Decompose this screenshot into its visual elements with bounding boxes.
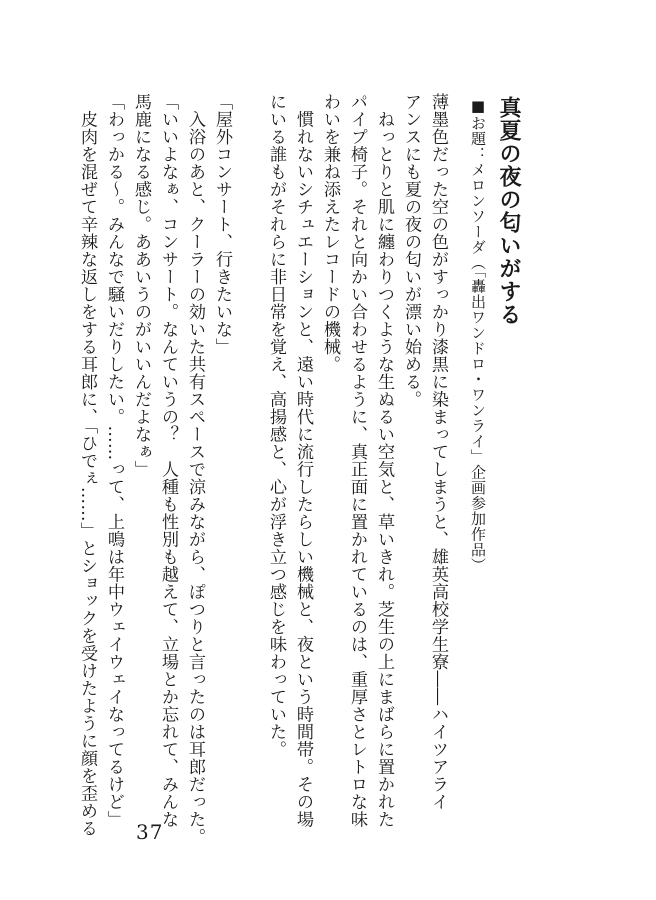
body-line-7: にいる誰もがそれらに非日常を覚え、高揚感と、心が浮き立つ感じを味わっていた。: [266, 93, 286, 758]
body-line-2: アンスにも夏の夜の匂いが漂い始める。: [401, 93, 421, 408]
chapter-subtitle: ■お題：メロンソーダ（「轟出ワンドロ・ワンライ」企画参加作品）: [469, 97, 487, 573]
body-line-6: 慣れないシチュエーションと、遠い時代に流行したらしい機械と、夜という時間帯。その場: [293, 93, 313, 828]
body-line-5: わいを兼ね添えたレコードの機械。: [320, 93, 340, 373]
body-line-12: 馬鹿になる感じ。ああいうのがいいんだよなぁ」: [131, 93, 151, 478]
body-line-13: 「わっかる〜。みんなで騒いだりしたい。……って、上鳴は年中ウェイウェイなってるけど」: [104, 93, 124, 828]
body-line-9: 「屋外コンサート、行きたいな」: [212, 93, 232, 356]
body-line-1: 薄墨色だった空の色がすっかり漆黒に染まってしまうと、雄英高校学生寮――ハイツアライ: [428, 93, 448, 811]
body-line-4: パイプ椅子。それと向かい合わせるように、真正面に置かれているのは、重厚さとレトロな味: [347, 93, 367, 828]
body-line-11: 「いいよなぁ、コンサート。なんていうの？ 人種も性別も越えて、立場とか忘れて、みんな: [158, 93, 178, 828]
chapter-title: 真夏の夜の匂いがする: [496, 96, 522, 326]
page-number: 37: [136, 820, 164, 844]
body-line-14: 皮肉を混ぜて辛辣な返しをする耳郎に、「ひでぇ……」とショックを受けたように顔を歪める: [77, 93, 97, 837]
body-line-10: 入浴のあと、クーラーの効いた共有スペースで涼みながら、ぽつりと言ったのは耳郎だった。: [185, 93, 205, 846]
body-line-3: ねっとりと肌に纏わりつくような生ぬるい空気と、草いきれ。芝生の上にまばらに置かれた: [374, 93, 394, 828]
